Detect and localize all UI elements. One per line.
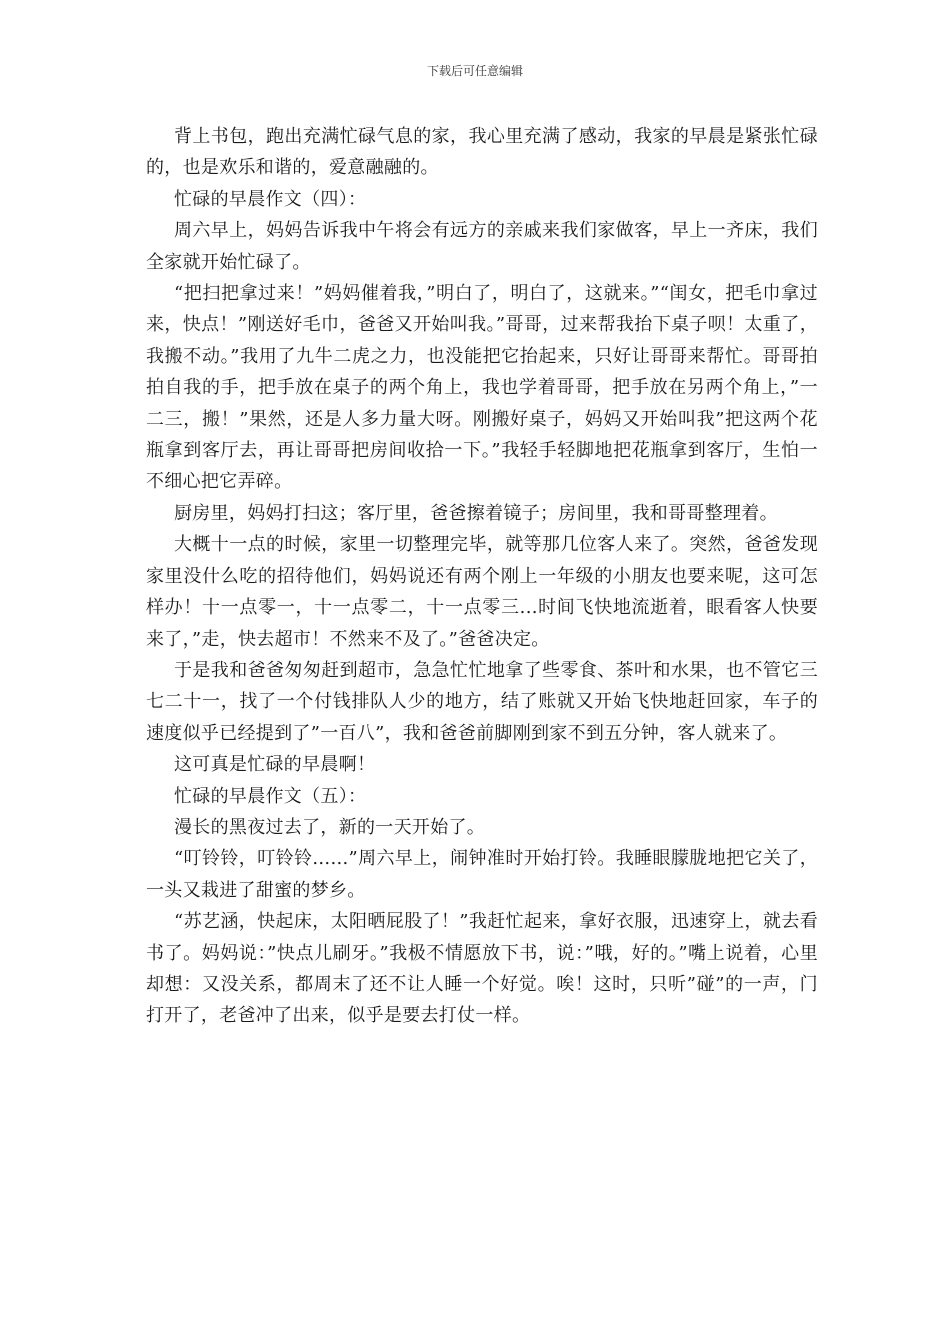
paragraph: “苏艺涵，快起床，太阳晒屁股了！”我赶忙起来，拿好衣服，迅速穿上，就去看书了。妈妈说：”快点儿刷牙。”我极不情愿放下书，说：”哦，好的。”嘴上说着，心里却想：又没关系，都周末了还不让人睡一个好觉。唉！这时，只听”碰”的一声，门打开了，老爸冲了出来，似乎是要去打仗一样。: [146, 911, 818, 1027]
document-body: [146, 121, 818, 1032]
paragraph: 背上书包，跑出充满忙碌气息的家，我心里充满了感动，我家的早晨是紧张忙碌的，也是欢乐和谐的，爱意融融的。: [146, 126, 818, 179]
paragraph: “把扫把拿过来！”妈妈催着我，”明白了，明白了，这就来。”“闺女，把毛巾拿过来，快点！”刚送好毛巾，爸爸又开始叫我。”哥哥，过来帮我抬下桌子呗！太重了，我搬不动。”我用了九牛二虎之力，也没能把它抬起来，只好让哥哥来帮忙。哥哥拍拍自我的手，把手放在桌子的两个角上，我也学着哥哥，把手放在另两个角上，”一二三，搬！”果然，还是人多力量大呀。刚搬好桌子，妈妈又开始叫我”把这两个花瓶拿到客厅去，再让哥哥把房间收拾一下。”我轻手轻脚地把花瓶拿到客厅，生怕一不细心把它弄碎。: [146, 283, 818, 493]
section-heading: 忙碌的早晨作文（五）：: [174, 785, 367, 807]
paragraph: 厨房里，妈妈打扫这；客厅里，爸爸擦着镜子；房间里，我和哥哥整理着。: [174, 502, 778, 524]
page-header: 下载后可任意编辑: [426, 64, 523, 78]
paragraph: 这可真是忙碌的早晨啊！: [174, 754, 376, 776]
section-heading: 忙碌的早晨作文（四）：: [174, 188, 367, 210]
paragraph: “叮铃铃，叮铃铃......”周六早上，闹钟准时开始打铃。我睡眼朦胧地把它关了，一头又栽进了甜蜜的梦乡。: [146, 848, 818, 901]
paragraph: 大概十一点的时候，家里一切整理完毕，就等那几位客人来了。突然，爸爸发现家里没什么吃的招待他们，妈妈说还有两个刚上一年级的小朋友也要来呢，这可怎样办！十一点零一，十一点零二，十一点零三...时间飞快地流逝着，眼看客人快要来了，”走，快去超市！不然来不及了。”爸爸决定。: [146, 534, 818, 650]
paragraph: 漫长的黑夜过去了，新的一天开始了。: [174, 816, 486, 838]
paragraph: 于是我和爸爸匆匆赶到超市，急急忙忙地拿了些零食、茶叶和水果，也不管它三七二十一，找了一个付钱排队人少的地方，结了账就又开始飞快地赶回家，车子的速度似乎已经提到了”一百八”，我和爸爸前脚刚到家不到五分钟，客人就来了。: [146, 659, 818, 744]
paragraph: 周六早上，妈妈告诉我中午将会有远方的亲戚来我们家做客，早上一齐床，我们全家就开始忙碌了。: [146, 220, 818, 273]
